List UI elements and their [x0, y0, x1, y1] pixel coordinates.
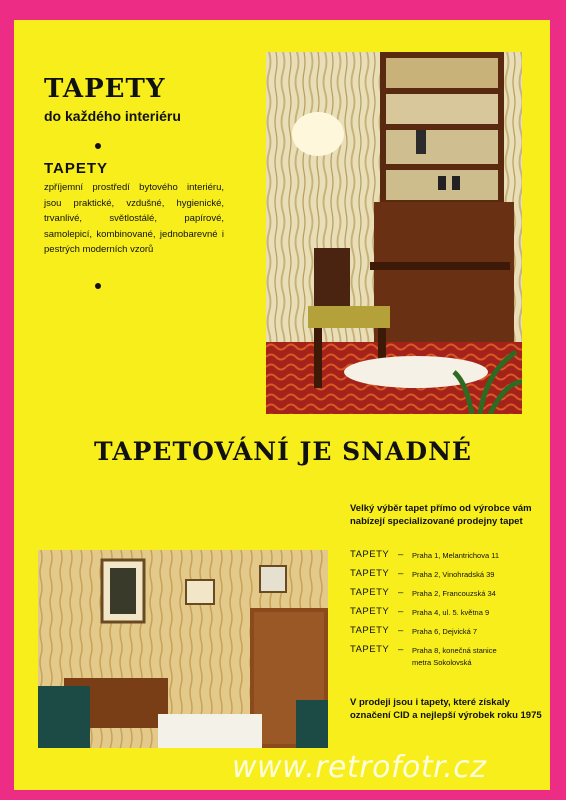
shop-dash: – [398, 606, 404, 617]
shop-address: Praha 4, ul. 5. května 9 [412, 608, 490, 617]
shop-brand: TAPETY [350, 644, 390, 655]
shop-item [350, 568, 555, 586]
watermark: www.retrofotr.cz [232, 750, 487, 785]
shop-dash: – [398, 625, 404, 636]
bullet-dot-1 [95, 143, 101, 149]
shop-address: Praha 8, konečná stanice metra Sokolovská [412, 646, 497, 667]
shop-dash: – [398, 568, 404, 579]
shop-item [350, 549, 555, 567]
shop-dash: – [398, 644, 404, 655]
interior-photo-sofa [38, 550, 328, 748]
shop-dash: – [398, 587, 404, 598]
shops-intro: Velký výběr tapet přímo od výrobce vám nabízejí specializované prodejny tapet [350, 503, 532, 527]
interior-photo-desk [266, 52, 522, 414]
section-title: TAPETY [44, 160, 109, 177]
shop-brand: TAPETY [350, 568, 390, 579]
shop-dash: – [398, 549, 404, 560]
cid-award-note: V prodeji jsou i tapety, které získaly označení CID a nejlepší výrobek roku 1975 [350, 697, 542, 721]
shop-item [350, 644, 555, 684]
shop-brand: TAPETY [350, 625, 390, 636]
shop-address: Praha 2, Vinohradská 39 [412, 570, 495, 579]
subheadline: do každého interiéru [44, 108, 181, 124]
main-slogan: TAPETOVÁNÍ JE SNADNÉ [93, 437, 472, 466]
shop-item [350, 587, 555, 605]
shop-address: Praha 2, Francouzská 34 [412, 589, 496, 598]
shop-item [350, 625, 555, 643]
bullet-dot-2 [95, 283, 101, 289]
shop-item [350, 606, 555, 624]
shop-brand: TAPETY [350, 549, 390, 560]
shop-brand: TAPETY [350, 587, 390, 598]
shop-brand: TAPETY [350, 606, 390, 617]
headline: TAPETY [44, 74, 166, 104]
shop-address: Praha 1, Melantrichova 11 [412, 551, 499, 560]
section-body: zpříjemní prostředí bytového interiéru, jsou praktické, vzdušné, hygienické, trvanlivé, světlostálé, papírové, samolepicí, kombinované, jednobarevné i pestrých moderních vzorů [44, 182, 224, 255]
shop-address: Praha 6, Dejvická 7 [412, 627, 478, 636]
